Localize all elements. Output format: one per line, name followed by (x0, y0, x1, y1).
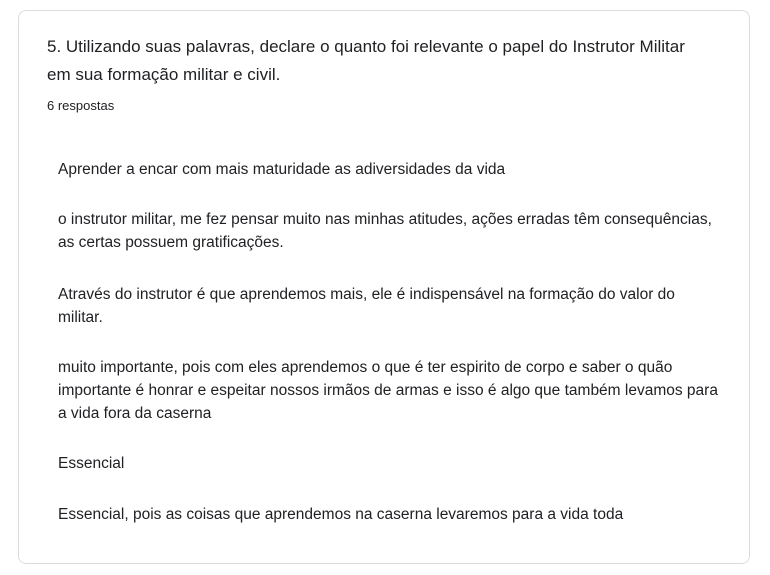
response-count: 6 respostas (47, 98, 115, 113)
response-item: Essencial, pois as coisas que aprendemos na caserna levaremos para a vida toda (58, 506, 624, 523)
question-card (18, 10, 750, 564)
response-item: o instrutor militar, me fez pensar muito nas minhas atitudes, ações erradas têm consequências, as certas possuem gratificações. (58, 211, 712, 251)
question-title: 5. Utilizando suas palavras, declare o quanto foi relevante o papel do Instrutor Militar em sua formação militar e civil. (47, 37, 685, 84)
response-item: muito importante, pois com eles aprendemos o que é ter espirito de corpo e saber o quão importante é honrar e espeitar nossos irmãos de armas e isso é algo que também levamos para a vida fora da caserna (58, 359, 718, 422)
response-item: Através do instrutor é que aprendemos mais, ele é indispensável na formação do valor do militar. (58, 286, 675, 326)
response-item: Aprender a encar com mais maturidade as adiversidades da vida (58, 161, 506, 178)
response-item: Essencial (58, 455, 125, 472)
